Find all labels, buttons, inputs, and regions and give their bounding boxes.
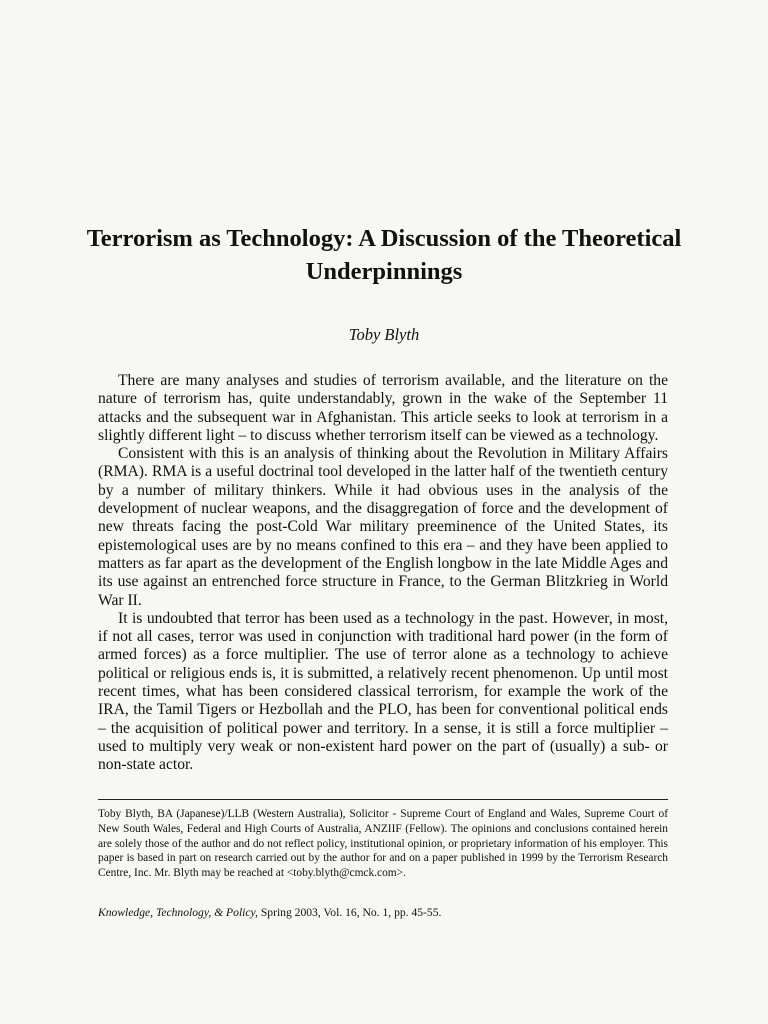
journal-name: Knowledge, Technology, & Policy,: [98, 906, 258, 919]
author-footnote: Toby Blyth, BA (Japanese)/LLB (Western Australia), Solicitor - Supreme Court of England and Wales, Supreme Court of New South Wales, Federal and High Courts of Australia, ANZIIF (Fellow). The opinions and conclusions contained herein are solely those of the author and do not reflect policy, institutional opinion, or proprietary information of his employer. This paper is based in part on research carried out by the author for and on a paper published in 1999 by the Terrorism Research Centre, Inc. Mr. Blyth may be reached at <toby.blyth@cmck.com>.: [98, 808, 668, 880]
footnote-divider: [98, 799, 668, 800]
citation-details: Spring 2003, Vol. 16, No. 1, pp. 45-55.: [257, 906, 442, 919]
article-title: Terrorism as Technology: A Discussion of the Theoretical Underpinnings: [86, 225, 682, 285]
body-paragraph: There are many analyses and studies of terrorism available, and the literature on the nature of terrorism has, quite understandably, grown in the wake of the September 11 attacks and the subsequent war in Afghanistan. This article seeks to look at terrorism in a slightly different light – to discuss whether terrorism itself can be viewed as a technology.: [98, 372, 668, 444]
article-body: [98, 372, 668, 775]
article-author: Toby Blyth: [348, 325, 420, 344]
body-paragraph: Consistent with this is an analysis of thinking about the Revolution in Military Affairs (RMA). RMA is a useful doctrinal tool developed in the latter half of the twentieth century by a number of military thinkers. While it had obvious uses in the analysis of the development of nuclear weapons, and the disaggregation of force and the development of new threats facing the post-Cold War military preeminence of the United States, its epistemological uses are by no means confined to this era – and they have been applied to matters as far apart as the development of the English longbow in the late Middle Ages and its use against an entrenched force structure in France, to the German Blitzkrieg in World War II.: [98, 445, 668, 609]
body-paragraph: It is undoubted that terror has been used as a technology in the past. However, in most, if not all cases, terror was used in conjunction with traditional hard power (in the form of armed forces) as a force multiplier. The use of terror alone as a technology to achieve political or religious ends is, it is submitted, a relatively recent phenomenon. Up until most recent times, what has been considered classical terrorism, for example the work of the IRA, the Tamil Tigers or Hezbollah and the PLO, has been for conventional political ends – the acquisition of political power and territory. In a sense, it is still a force multiplier – used to multiply very weak or non-existent hard power on the part of (usually) a sub- or non-state actor.: [98, 609, 668, 774]
journal-citation: [98, 905, 668, 920]
